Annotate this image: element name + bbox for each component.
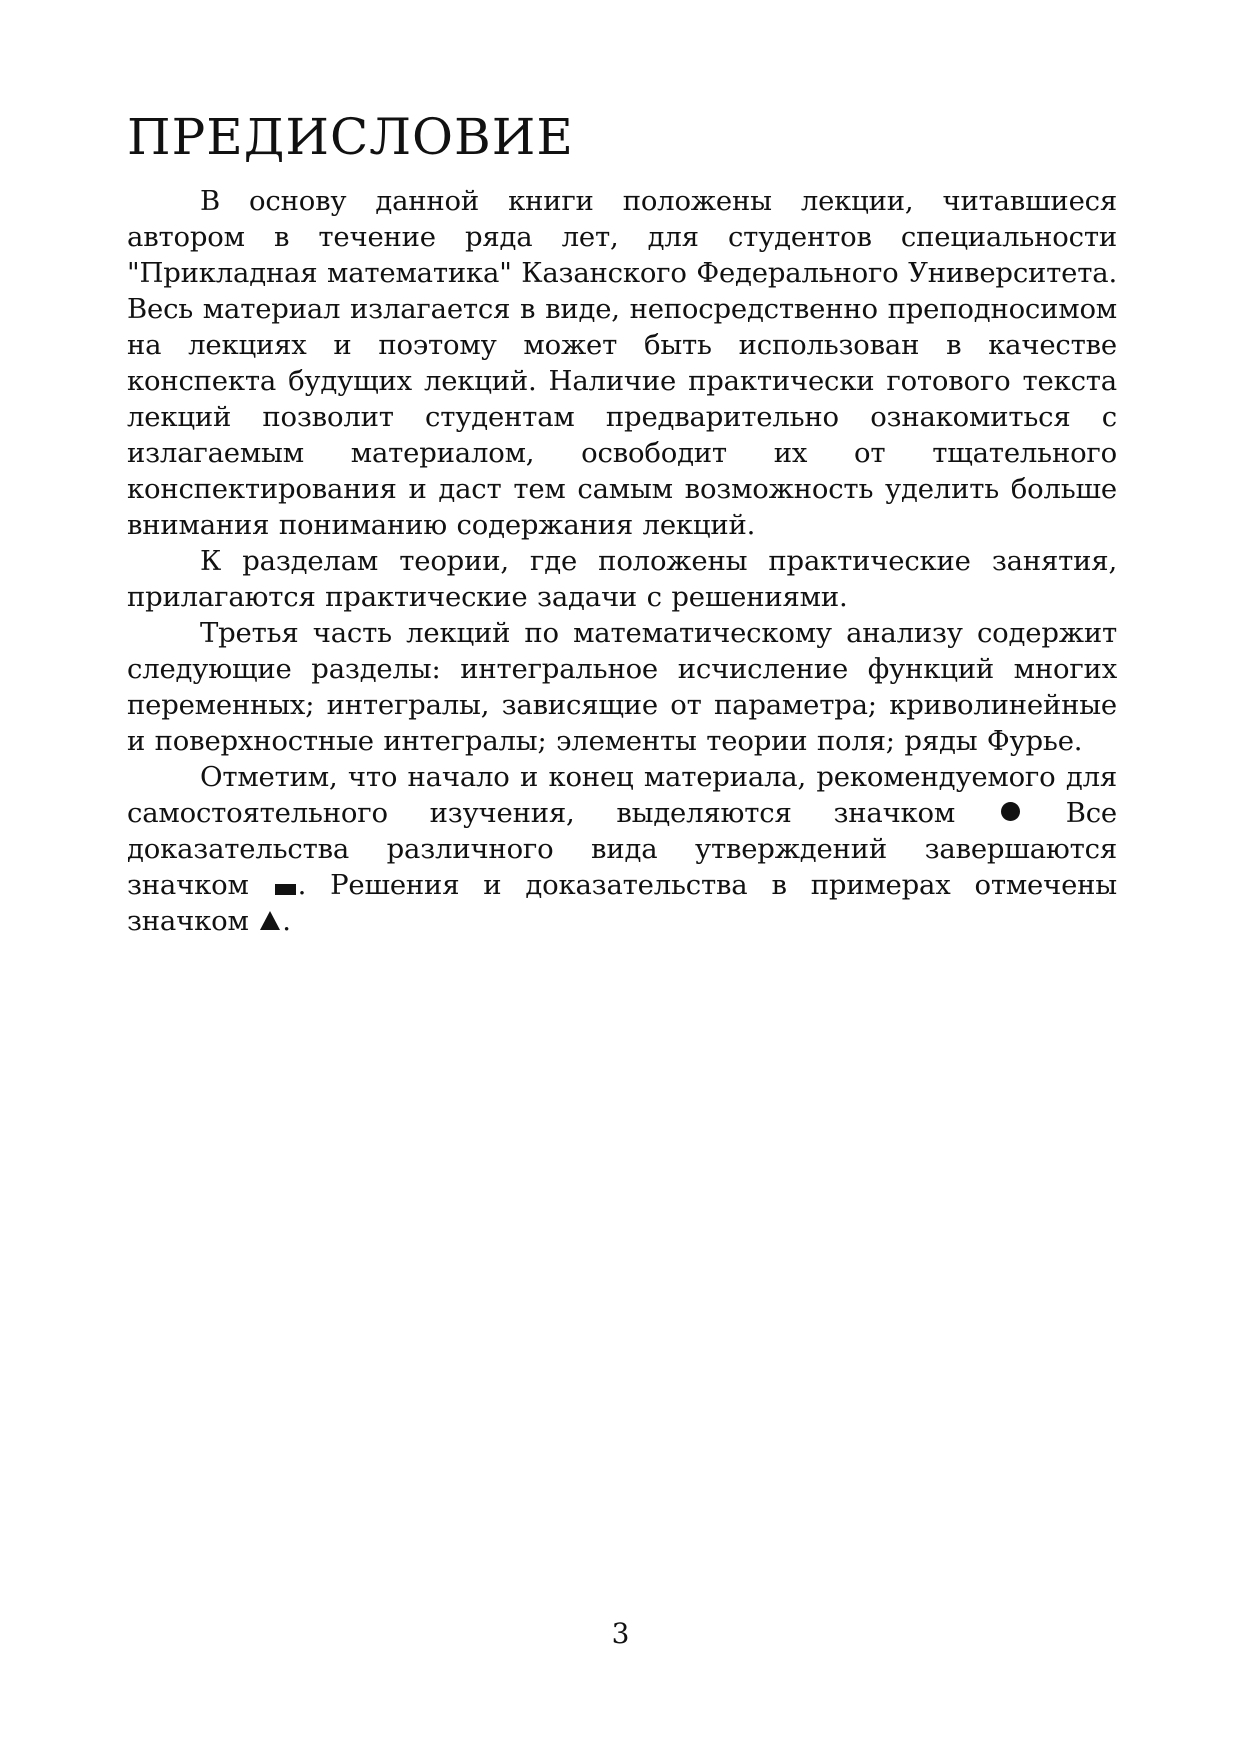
black-triangle-icon: [260, 911, 280, 930]
page-number: 3: [611, 1617, 630, 1650]
paragraph-4: [127, 759, 1117, 939]
page-heading: ПРЕДИСЛОВИЕ: [127, 108, 574, 166]
paragraph-3: Третья часть лекций по математическому анализу содержит следующие разделы: интегральное исчисление функций многих переменных; интегралы, зависящие от параметра; криволинейные и поверхностные интегралы; элементы теории поля; ряды Фурье.: [127, 617, 1117, 757]
black-circle-icon: [1001, 802, 1020, 821]
paragraph-4-part-2: Все доказательства различного вида утверждений завершаются значком: [127, 797, 1118, 901]
paragraph-2: К разделам теории, где положены практические занятия, прилагаются практические задачи с решениями.: [127, 545, 1117, 613]
black-rectangle-icon: [275, 884, 296, 895]
preface-body: [127, 183, 1117, 939]
paragraph-4-part-4: .: [282, 905, 291, 937]
paragraph-4-part-3: . Решения и доказательства в примерах отмечены значком: [127, 869, 1117, 937]
paragraph-1: В основу данной книги положены лекции, читавшиеся автором в течение ряда лет, для студентов специальности "Прикладная математика" Казанского Федерального Университета. Весь материал излагается в виде, непосредственно преподносимом на лекциях и поэтому может быть использован в качестве конспекта будущих лекций. Наличие практически готового текста лекций позволит студентам предварительно ознакомиться с излагаемым материалом, освободит их от тщательного конспектирования и даст тем самым возможность уделить больше внимания пониманию содержания лекций.: [127, 185, 1117, 541]
paragraph-4-part-1: Отметим, что начало и конец материала, рекомендуемого для самостоятельного изучения, выделяются значком: [127, 761, 1117, 829]
